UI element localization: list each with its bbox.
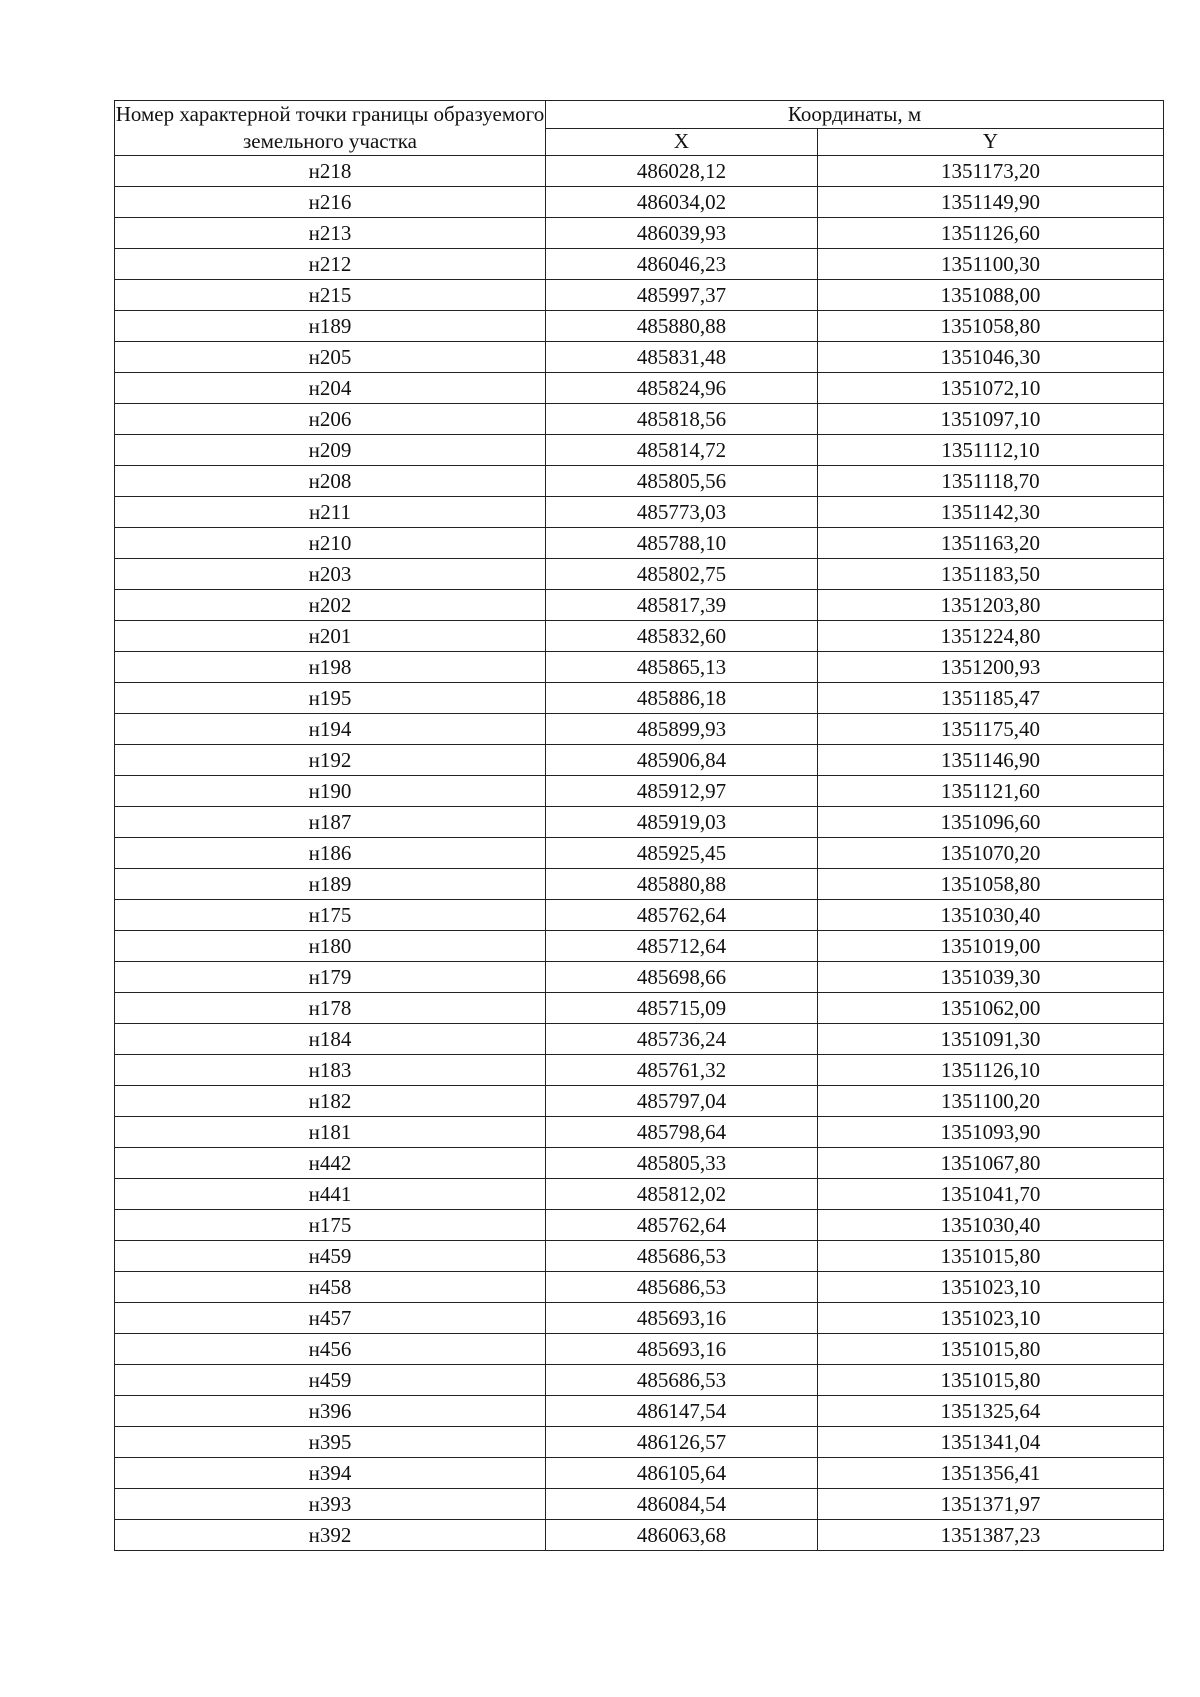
point-column-header: Номер характерной точки границы образуемого земельного участка <box>115 101 546 156</box>
point-cell: н192 <box>115 745 546 776</box>
table-row <box>115 528 1164 559</box>
y-coordinate-cell: 1351183,50 <box>818 559 1164 590</box>
x-coordinate-cell: 485797,04 <box>546 1086 818 1117</box>
point-cell: н202 <box>115 590 546 621</box>
x-coordinate-cell: 485693,16 <box>546 1334 818 1365</box>
table-row <box>115 156 1164 187</box>
point-cell: н195 <box>115 683 546 714</box>
point-cell: н216 <box>115 187 546 218</box>
x-column-header: X <box>546 128 818 156</box>
x-coordinate-cell: 485865,13 <box>546 652 818 683</box>
table-row <box>115 1148 1164 1179</box>
x-coordinate-cell: 485912,97 <box>546 776 818 807</box>
x-coordinate-cell: 485802,75 <box>546 559 818 590</box>
point-cell: н442 <box>115 1148 546 1179</box>
point-cell: н198 <box>115 652 546 683</box>
x-coordinate-cell: 485736,24 <box>546 1024 818 1055</box>
point-cell: н187 <box>115 807 546 838</box>
x-coordinate-cell: 485715,09 <box>546 993 818 1024</box>
table-row <box>115 962 1164 993</box>
y-coordinate-cell: 1351126,60 <box>818 218 1164 249</box>
table-row <box>115 1179 1164 1210</box>
x-coordinate-cell: 485798,64 <box>546 1117 818 1148</box>
y-coordinate-cell: 1351200,93 <box>818 652 1164 683</box>
y-coordinate-cell: 1351185,47 <box>818 683 1164 714</box>
table-row <box>115 807 1164 838</box>
y-coordinate-cell: 1351096,60 <box>818 807 1164 838</box>
table-header <box>115 101 1164 156</box>
y-column-header: Y <box>818 128 1164 156</box>
y-coordinate-cell: 1351041,70 <box>818 1179 1164 1210</box>
table-row <box>115 435 1164 466</box>
point-cell: н189 <box>115 311 546 342</box>
point-cell: н203 <box>115 559 546 590</box>
point-cell: н213 <box>115 218 546 249</box>
x-coordinate-cell: 485805,33 <box>546 1148 818 1179</box>
table-row <box>115 1210 1164 1241</box>
table-row <box>115 714 1164 745</box>
table-row <box>115 931 1164 962</box>
point-cell: н393 <box>115 1489 546 1520</box>
table-row <box>115 373 1164 404</box>
y-coordinate-cell: 1351142,30 <box>818 497 1164 528</box>
x-coordinate-cell: 485812,02 <box>546 1179 818 1210</box>
x-coordinate-cell: 485906,84 <box>546 745 818 776</box>
point-cell: н441 <box>115 1179 546 1210</box>
table-row <box>115 621 1164 652</box>
x-coordinate-cell: 485997,37 <box>546 280 818 311</box>
table-row <box>115 218 1164 249</box>
table-row <box>115 652 1164 683</box>
y-coordinate-cell: 1351325,64 <box>818 1396 1164 1427</box>
point-cell: н179 <box>115 962 546 993</box>
x-coordinate-cell: 485693,16 <box>546 1303 818 1334</box>
table-row <box>115 1458 1164 1489</box>
table-row <box>115 187 1164 218</box>
point-cell: н459 <box>115 1365 546 1396</box>
y-coordinate-cell: 1351118,70 <box>818 466 1164 497</box>
table-row <box>115 838 1164 869</box>
point-cell: н395 <box>115 1427 546 1458</box>
x-coordinate-cell: 486039,93 <box>546 218 818 249</box>
table-row <box>115 559 1164 590</box>
x-coordinate-cell: 485832,60 <box>546 621 818 652</box>
table-row <box>115 1024 1164 1055</box>
point-cell: н394 <box>115 1458 546 1489</box>
y-coordinate-cell: 1351039,30 <box>818 962 1164 993</box>
table-row <box>115 1086 1164 1117</box>
x-coordinate-cell: 485761,32 <box>546 1055 818 1086</box>
x-coordinate-cell: 485925,45 <box>546 838 818 869</box>
table-row <box>115 900 1164 931</box>
point-cell: н208 <box>115 466 546 497</box>
point-cell: н210 <box>115 528 546 559</box>
x-coordinate-cell: 485817,39 <box>546 590 818 621</box>
point-cell: н209 <box>115 435 546 466</box>
x-coordinate-cell: 486063,68 <box>546 1520 818 1551</box>
y-coordinate-cell: 1351371,97 <box>818 1489 1164 1520</box>
y-coordinate-cell: 1351224,80 <box>818 621 1164 652</box>
point-cell: н215 <box>115 280 546 311</box>
x-coordinate-cell: 485686,53 <box>546 1241 818 1272</box>
y-coordinate-cell: 1351387,23 <box>818 1520 1164 1551</box>
coordinates-table <box>114 100 1164 1551</box>
x-coordinate-cell: 486034,02 <box>546 187 818 218</box>
x-coordinate-cell: 485831,48 <box>546 342 818 373</box>
y-coordinate-cell: 1351097,10 <box>818 404 1164 435</box>
table-row <box>115 1489 1164 1520</box>
x-coordinate-cell: 485814,72 <box>546 435 818 466</box>
y-coordinate-cell: 1351175,40 <box>818 714 1164 745</box>
point-cell: н190 <box>115 776 546 807</box>
table-row <box>115 590 1164 621</box>
y-coordinate-cell: 1351341,04 <box>818 1427 1164 1458</box>
x-coordinate-cell: 485880,88 <box>546 311 818 342</box>
y-coordinate-cell: 1351173,20 <box>818 156 1164 187</box>
y-coordinate-cell: 1351023,10 <box>818 1303 1164 1334</box>
y-coordinate-cell: 1351093,90 <box>818 1117 1164 1148</box>
x-coordinate-cell: 486126,57 <box>546 1427 818 1458</box>
table-body <box>115 156 1164 1551</box>
y-coordinate-cell: 1351015,80 <box>818 1241 1164 1272</box>
y-coordinate-cell: 1351030,40 <box>818 900 1164 931</box>
y-coordinate-cell: 1351030,40 <box>818 1210 1164 1241</box>
x-coordinate-cell: 485805,56 <box>546 466 818 497</box>
x-coordinate-cell: 485824,96 <box>546 373 818 404</box>
table-row <box>115 1241 1164 1272</box>
table-row <box>115 497 1164 528</box>
x-coordinate-cell: 485899,93 <box>546 714 818 745</box>
y-coordinate-cell: 1351058,80 <box>818 869 1164 900</box>
point-cell: н396 <box>115 1396 546 1427</box>
point-cell: н180 <box>115 931 546 962</box>
point-cell: н458 <box>115 1272 546 1303</box>
table-row <box>115 280 1164 311</box>
x-coordinate-cell: 486028,12 <box>546 156 818 187</box>
table-row <box>115 342 1164 373</box>
y-coordinate-cell: 1351070,20 <box>818 838 1164 869</box>
table-row <box>115 1272 1164 1303</box>
y-coordinate-cell: 1351112,10 <box>818 435 1164 466</box>
point-cell: н212 <box>115 249 546 280</box>
table-row <box>115 1520 1164 1551</box>
y-coordinate-cell: 1351067,80 <box>818 1148 1164 1179</box>
x-coordinate-cell: 485773,03 <box>546 497 818 528</box>
point-cell: н205 <box>115 342 546 373</box>
point-cell: н175 <box>115 1210 546 1241</box>
x-coordinate-cell: 486084,54 <box>546 1489 818 1520</box>
x-coordinate-cell: 486046,23 <box>546 249 818 280</box>
x-coordinate-cell: 485788,10 <box>546 528 818 559</box>
point-cell: н178 <box>115 993 546 1024</box>
table-row <box>115 745 1164 776</box>
table-row <box>115 776 1164 807</box>
x-coordinate-cell: 485686,53 <box>546 1365 818 1396</box>
point-cell: н182 <box>115 1086 546 1117</box>
x-coordinate-cell: 485886,18 <box>546 683 818 714</box>
y-coordinate-cell: 1351126,10 <box>818 1055 1164 1086</box>
point-cell: н183 <box>115 1055 546 1086</box>
x-coordinate-cell: 485686,53 <box>546 1272 818 1303</box>
x-coordinate-cell: 485698,66 <box>546 962 818 993</box>
table-row <box>115 1303 1164 1334</box>
point-cell: н201 <box>115 621 546 652</box>
point-cell: н206 <box>115 404 546 435</box>
point-cell: н175 <box>115 900 546 931</box>
x-coordinate-cell: 485818,56 <box>546 404 818 435</box>
x-coordinate-cell: 486147,54 <box>546 1396 818 1427</box>
y-coordinate-cell: 1351091,30 <box>818 1024 1164 1055</box>
y-coordinate-cell: 1351015,80 <box>818 1334 1164 1365</box>
point-cell: н218 <box>115 156 546 187</box>
y-coordinate-cell: 1351019,00 <box>818 931 1164 962</box>
y-coordinate-cell: 1351146,90 <box>818 745 1164 776</box>
point-cell: н189 <box>115 869 546 900</box>
x-coordinate-cell: 486105,64 <box>546 1458 818 1489</box>
x-coordinate-cell: 485762,64 <box>546 1210 818 1241</box>
y-coordinate-cell: 1351046,30 <box>818 342 1164 373</box>
y-coordinate-cell: 1351023,10 <box>818 1272 1164 1303</box>
x-coordinate-cell: 485919,03 <box>546 807 818 838</box>
table-row <box>115 1334 1164 1365</box>
y-coordinate-cell: 1351015,80 <box>818 1365 1164 1396</box>
y-coordinate-cell: 1351058,80 <box>818 311 1164 342</box>
y-coordinate-cell: 1351088,00 <box>818 280 1164 311</box>
y-coordinate-cell: 1351203,80 <box>818 590 1164 621</box>
x-coordinate-cell: 485712,64 <box>546 931 818 962</box>
y-coordinate-cell: 1351121,60 <box>818 776 1164 807</box>
table-row <box>115 869 1164 900</box>
y-coordinate-cell: 1351100,20 <box>818 1086 1164 1117</box>
table-row <box>115 1396 1164 1427</box>
point-cell: н184 <box>115 1024 546 1055</box>
y-coordinate-cell: 1351100,30 <box>818 249 1164 280</box>
point-cell: н211 <box>115 497 546 528</box>
table-row <box>115 993 1164 1024</box>
y-coordinate-cell: 1351356,41 <box>818 1458 1164 1489</box>
table-row <box>115 1055 1164 1086</box>
point-cell: н194 <box>115 714 546 745</box>
y-coordinate-cell: 1351163,20 <box>818 528 1164 559</box>
table-row <box>115 249 1164 280</box>
table-row <box>115 466 1164 497</box>
point-cell: н204 <box>115 373 546 404</box>
point-cell: н186 <box>115 838 546 869</box>
point-cell: н181 <box>115 1117 546 1148</box>
coordinates-group-header: Координаты, м <box>546 101 1164 129</box>
y-coordinate-cell: 1351072,10 <box>818 373 1164 404</box>
point-cell: н392 <box>115 1520 546 1551</box>
x-coordinate-cell: 485880,88 <box>546 869 818 900</box>
table-row <box>115 683 1164 714</box>
table-row <box>115 311 1164 342</box>
table-row <box>115 1427 1164 1458</box>
point-cell: н459 <box>115 1241 546 1272</box>
table-row <box>115 1365 1164 1396</box>
y-coordinate-cell: 1351062,00 <box>818 993 1164 1024</box>
table-row <box>115 404 1164 435</box>
table-row <box>115 1117 1164 1148</box>
x-coordinate-cell: 485762,64 <box>546 900 818 931</box>
point-cell: н456 <box>115 1334 546 1365</box>
point-cell: н457 <box>115 1303 546 1334</box>
y-coordinate-cell: 1351149,90 <box>818 187 1164 218</box>
